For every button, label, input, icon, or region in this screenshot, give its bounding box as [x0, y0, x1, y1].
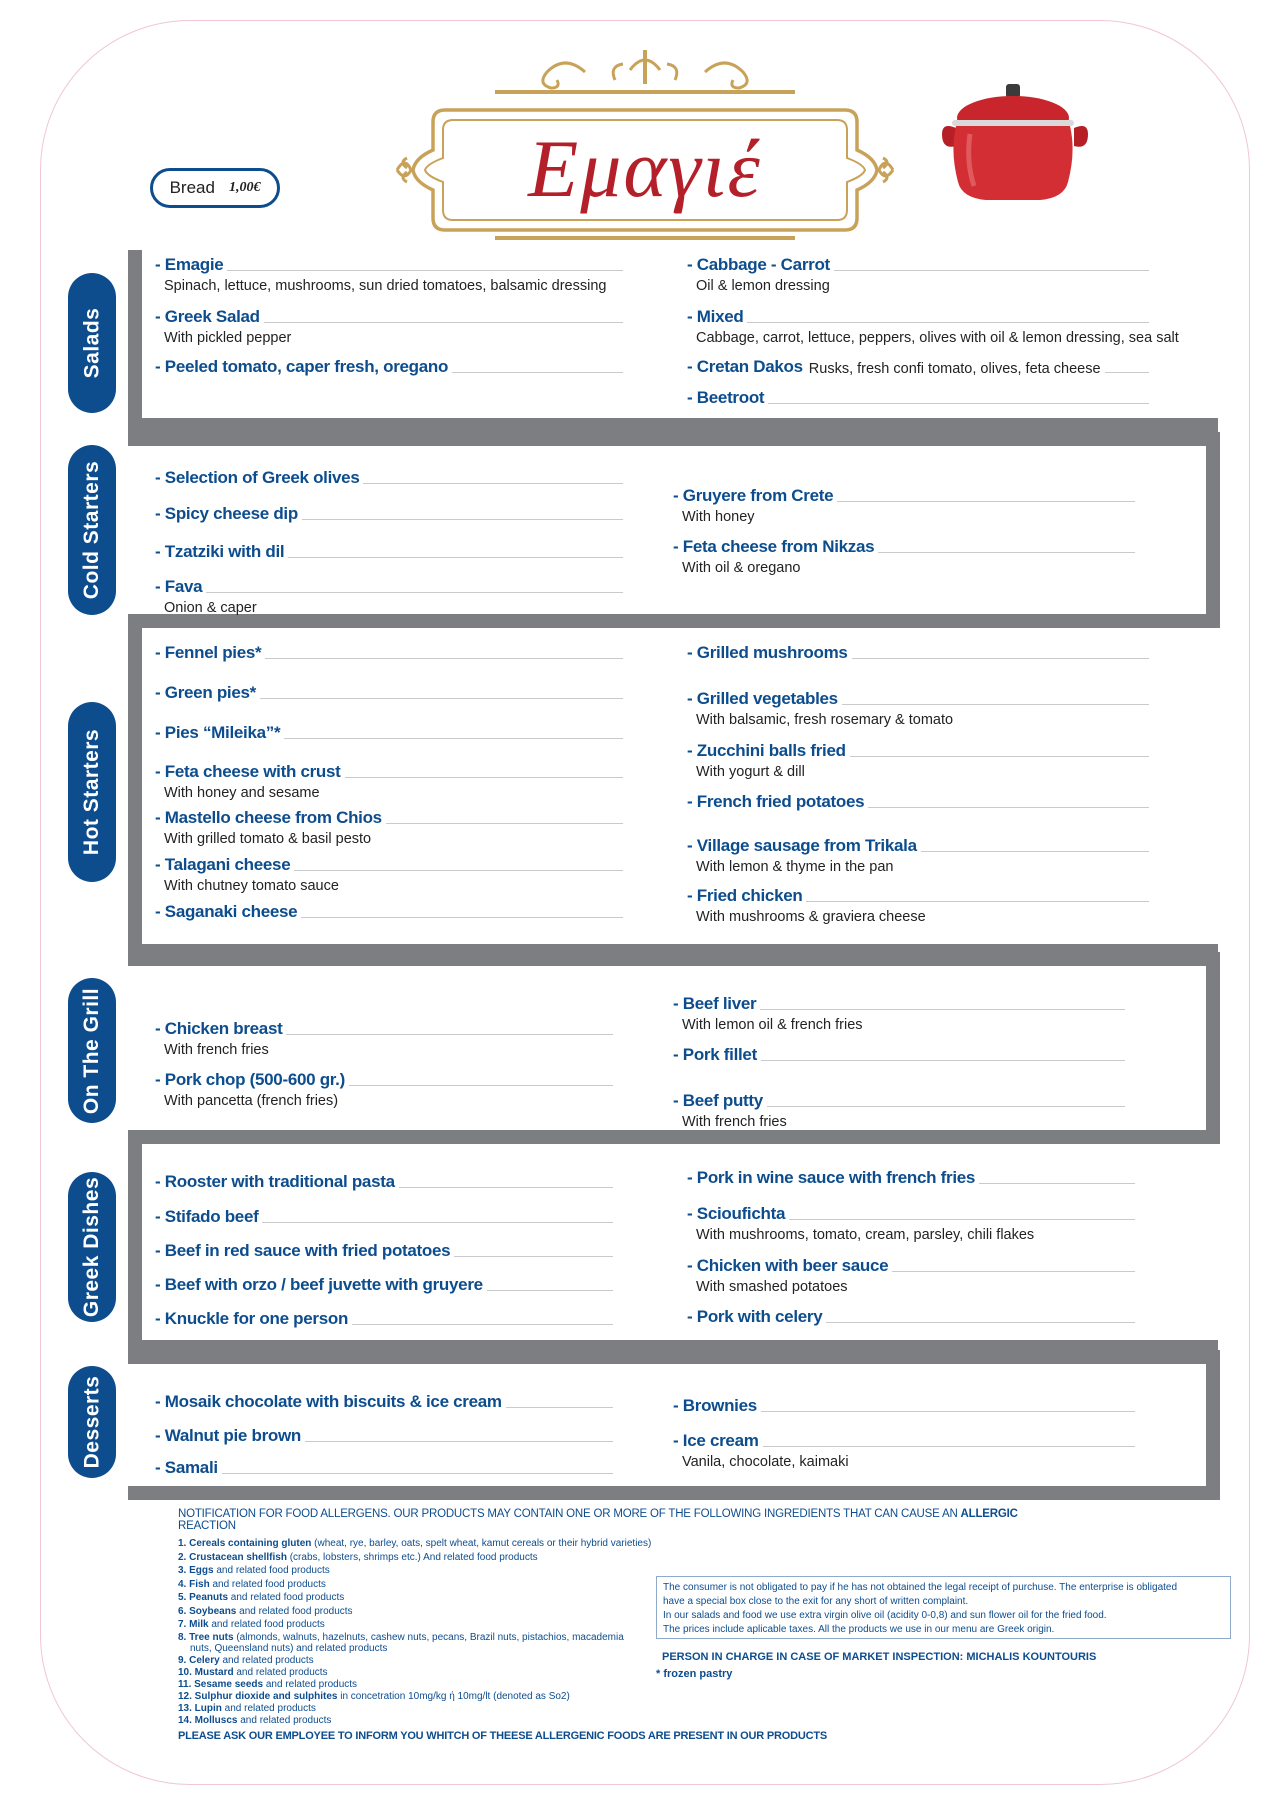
item-description: With oil & oregano — [682, 560, 801, 576]
leader-line — [868, 807, 1149, 808]
leader-line — [262, 1222, 613, 1223]
allergen-item: 14. Molluscs and related products — [178, 1715, 332, 1726]
item-name: - Scioufichta — [687, 1204, 786, 1223]
item-name: - Pork chop (500-600 gr.) — [155, 1070, 345, 1089]
leader-line — [892, 1271, 1135, 1272]
leader-line — [878, 552, 1135, 553]
item-name: - Gruyere from Crete — [673, 486, 834, 505]
item-description: With pancetta (french fries) — [164, 1093, 339, 1109]
section-label-greek-dishes: Greek Dishes — [68, 1172, 116, 1322]
leader-line — [834, 270, 1149, 271]
section-desserts — [128, 1350, 1220, 1500]
leader-line — [301, 917, 623, 918]
menu-item — [155, 1172, 613, 1192]
menu-item — [687, 1168, 1135, 1188]
menu-item — [155, 762, 623, 801]
item-name: - Talagani cheese — [155, 855, 291, 874]
leader-line — [264, 322, 623, 323]
item-description: Oil & lemon dressing — [696, 278, 830, 294]
menu-item — [687, 643, 1149, 663]
legal-line: The prices include aplicable taxes. All the products we use in our menu are Greek origin. — [663, 1623, 1055, 1635]
item-name: - Green pies* — [155, 683, 256, 702]
allergen-item: 13. Lupin and related products — [178, 1703, 316, 1714]
item-name: - Pork fillet — [673, 1045, 757, 1064]
section-greek-dishes — [128, 1144, 1218, 1354]
item-name: - Emagie — [155, 255, 224, 274]
item-name: - Cabbage - Carrot — [687, 255, 830, 274]
menu-item — [155, 723, 623, 743]
menu-item — [673, 1431, 1135, 1470]
leader-line — [761, 1411, 1135, 1412]
leader-line — [265, 658, 623, 659]
menu-item — [687, 255, 1149, 294]
leader-line — [386, 823, 623, 824]
leader-line — [767, 1106, 1125, 1107]
leader-line — [294, 870, 623, 871]
menu-item — [673, 537, 1135, 576]
item-name: - Selection of Greek olives — [155, 468, 360, 487]
legal-line: The consumer is not obligated to pay if he has not obtained the legal receipt of purchuse. The enterprise is obligated — [663, 1582, 1178, 1593]
menu-item — [673, 1091, 1125, 1130]
legal-line: In our salads and food we use extra virgin olive oil (acidity 0-0,8) and sun flower oil for the fried food. — [663, 1610, 1107, 1621]
item-name: - Beef with orzo / beef juvette with gruyere — [155, 1275, 483, 1294]
item-name: - Zucchini balls fried — [687, 741, 846, 760]
item-name: - Fava — [155, 577, 203, 596]
item-description: With yogurt & dill — [696, 764, 805, 780]
leader-line — [227, 270, 623, 271]
menu-item — [155, 504, 623, 524]
menu-item — [155, 255, 623, 294]
allergen-item: 1. Cereals containing gluten (wheat, rye, barley, oats, spelt wheat, kamut cereals or their hybrid varieties) — [178, 1538, 652, 1549]
leader-line — [789, 1219, 1135, 1220]
item-description: With lemon oil & french fries — [682, 1017, 863, 1033]
allergen-item: 4. Fish and related food products — [178, 1578, 326, 1590]
item-name: - Mosaik chocolate with biscuits & ice cream — [155, 1392, 502, 1411]
leader-line — [454, 1256, 613, 1257]
section-on-the-grill — [128, 952, 1220, 1144]
leader-line — [487, 1290, 613, 1291]
section-label-desserts: Desserts — [68, 1366, 116, 1478]
legal-notice-box — [656, 1576, 1231, 1639]
item-name: - Greek Salad — [155, 307, 260, 326]
menu-item — [687, 307, 1179, 346]
bread-price-badge — [150, 168, 280, 208]
item-name: - Tzatziki with dil — [155, 542, 285, 561]
menu-item — [155, 808, 623, 847]
leader-line — [284, 738, 623, 739]
allergen-item: 7. Milk and related food products — [178, 1619, 325, 1630]
allergen-item: 3. Eggs and related food products — [178, 1565, 330, 1576]
item-name: - Pork in wine sauce with french fries — [687, 1168, 976, 1187]
allergen-item: 5. Peanuts and related food products — [178, 1592, 345, 1603]
leader-line — [260, 698, 623, 699]
restaurant-logo — [385, 40, 905, 240]
menu-item — [673, 1396, 1135, 1416]
leader-line — [305, 1441, 613, 1442]
section-label-cold-starters: Cold Starters — [68, 445, 116, 615]
menu-item — [155, 1275, 613, 1295]
leader-line — [837, 501, 1135, 502]
leader-line — [806, 901, 1149, 902]
menu-item — [155, 1458, 613, 1478]
inspection-contact: PERSON IN CHARGE IN CASE OF MARKET INSPECTION: MICHALIS KOUNTOURIS — [662, 1651, 1097, 1663]
leader-line — [826, 1322, 1135, 1323]
leader-line — [506, 1407, 613, 1408]
leader-line — [399, 1187, 613, 1188]
item-name: - French fried potatoes — [687, 792, 865, 811]
item-name: - Knuckle for one person — [155, 1309, 349, 1328]
allergen-item: 8. Tree nuts (almonds, walnuts, hazelnuts, cashew nuts, pecans, Brazil nuts, pistachios, macademia nuts, Queensland nuts) and related products — [178, 1631, 624, 1654]
leader-line — [747, 322, 1149, 323]
allergen-item: 12. Sulphur dioxide and sulphites in concetration 10mg/kg ή 10mg/lt (denoted as So2) — [178, 1691, 570, 1702]
menu-item — [155, 1426, 613, 1446]
section-label-hot-starters: Hot Starters — [68, 702, 116, 882]
item-name: - Stifado beef — [155, 1207, 259, 1226]
leader-line — [979, 1183, 1135, 1184]
item-name: - Beef putty — [673, 1091, 763, 1110]
item-name: - Pies “Mileika”* — [155, 723, 281, 742]
item-name: - Chicken with beer sauce — [687, 1256, 889, 1275]
section-hot-starters — [128, 628, 1218, 958]
item-description: With french fries — [164, 1042, 269, 1058]
menu-item — [673, 1045, 1125, 1065]
leader-line — [760, 1009, 1125, 1010]
item-name: - Chicken breast — [155, 1019, 283, 1038]
item-name: - Ice cream — [673, 1431, 759, 1450]
leader-line — [852, 658, 1149, 659]
menu-item — [155, 1309, 613, 1329]
menu-item — [155, 542, 623, 562]
item-name: - Fennel pies* — [155, 643, 262, 662]
menu-item — [155, 855, 623, 894]
item-name: - Beef in red sauce with fried potatoes — [155, 1241, 451, 1260]
leader-line — [222, 1473, 613, 1474]
leader-line — [850, 756, 1149, 757]
allergen-footer: PLEASE ASK OUR EMPLOYEE TO INFORM YOU WHITCH OF THEESE ALLERGENIC FOODS ARE PRESENT IN OUR PRODUCTS — [178, 1730, 828, 1742]
leader-line — [761, 1060, 1125, 1061]
leader-line — [921, 851, 1149, 852]
menu-item — [687, 741, 1149, 780]
menu-item — [155, 1207, 613, 1227]
menu-item — [155, 902, 623, 922]
menu-item — [155, 1392, 613, 1412]
frozen-pastry-note: * frozen pastry — [656, 1668, 733, 1680]
section-label-on-the-grill: On The Grill — [68, 978, 116, 1123]
item-description: With pickled pepper — [164, 330, 292, 346]
item-name: - Samali — [155, 1458, 218, 1477]
leader-line — [352, 1324, 613, 1325]
menu-item — [673, 486, 1135, 525]
item-name: - Peeled tomato, caper fresh, oregano — [155, 357, 449, 376]
item-description: With grilled tomato & basil pesto — [164, 831, 372, 847]
item-name: - Beetroot — [687, 388, 765, 407]
item-name: - Grilled mushrooms — [687, 643, 848, 662]
allergen-item: 9. Celery and related products — [178, 1654, 314, 1666]
bread-price: 1,00€ — [228, 180, 261, 195]
leader-line — [763, 1446, 1135, 1447]
leader-line — [206, 592, 623, 593]
item-name: - Mixed — [687, 307, 744, 326]
item-inline-description: Rusks, fresh confi tomato, olives, feta cheese — [808, 361, 1101, 377]
item-name: - Rooster with traditional pasta — [155, 1172, 395, 1191]
allergen-title: NOTIFICATION FOR FOOD ALLERGENS. OUR PRODUCTS MAY CONTAIN ONE OR MORE OF THE FOLLOWING INGREDIENTS THAT CAN CAUSE AN ALLERGIC REACTION — [178, 1508, 1018, 1532]
item-name: - Saganaki cheese — [155, 902, 298, 921]
logo-title: Εμαγιέ — [528, 123, 762, 214]
menu-item — [155, 1070, 613, 1109]
menu-item — [687, 388, 1149, 408]
leader-line — [302, 519, 623, 520]
bread-label: Bread — [169, 178, 215, 197]
menu-item — [687, 836, 1149, 875]
allergen-item: 6. Soybeans and related food products — [178, 1605, 353, 1617]
menu-item — [687, 1256, 1135, 1295]
item-name: - Brownies — [673, 1396, 757, 1415]
leader-line — [345, 777, 623, 778]
item-description: With mushrooms, tomato, cream, parsley, chili flakes — [696, 1227, 1035, 1243]
menu-item — [155, 1241, 613, 1261]
item-description: With chutney tomato sauce — [164, 878, 339, 894]
menu-item — [687, 689, 1149, 728]
allergen-item: 2. Crustacean shellfish (crabs, lobsters, shrimps etc.) And related food products — [178, 1551, 538, 1563]
item-description: With french fries — [682, 1114, 787, 1130]
menu-item — [155, 307, 623, 346]
leader-line — [288, 557, 623, 558]
leader-line — [349, 1085, 613, 1086]
menu-item — [687, 1204, 1135, 1243]
legal-line: have a special box close to the exit for any short of written complaint. — [663, 1595, 969, 1607]
menu-item — [155, 683, 623, 703]
item-description: With lemon & thyme in the pan — [696, 859, 894, 875]
item-description: Cabbage, carrot, lettuce, peppers, olives with oil & lemon dressing, sea salt — [696, 330, 1179, 346]
menu-item — [687, 792, 1149, 812]
menu-item — [687, 886, 1149, 925]
menu-item — [155, 357, 623, 377]
menu-item — [155, 577, 623, 616]
item-name: - Spicy cheese dip — [155, 504, 298, 523]
leader-line — [842, 704, 1149, 705]
leader-line — [768, 403, 1149, 404]
section-label-salads: Salads — [68, 273, 116, 413]
item-description: With honey — [682, 509, 755, 525]
menu-item — [155, 1019, 613, 1058]
item-description: With mushrooms & graviera cheese — [696, 909, 926, 925]
menu-item — [155, 643, 623, 663]
item-description: With balsamic, fresh rosemary & tomato — [696, 712, 954, 728]
item-name: - Cretan Dakos — [687, 357, 803, 376]
item-name: - Fried chicken — [687, 886, 803, 905]
leader-line — [1105, 372, 1149, 373]
menu-item — [155, 468, 623, 488]
item-description: Onion & caper — [164, 600, 257, 616]
item-name: - Feta cheese with crust — [155, 762, 341, 781]
item-name: - Pork with celery — [687, 1307, 823, 1326]
allergen-item: 11. Sesame seeds and related products — [178, 1679, 358, 1690]
item-name: - Mastello cheese from Chios — [155, 808, 382, 827]
cooking-pot-icon — [940, 82, 1090, 202]
item-description: Spinach, lettuce, mushrooms, sun dried tomatoes, balsamic dressing — [164, 278, 607, 294]
item-description: With smashed potatoes — [696, 1279, 848, 1295]
item-name: - Walnut pie brown — [155, 1426, 302, 1445]
menu-item — [687, 1307, 1135, 1327]
section-cold-starters — [128, 432, 1220, 628]
item-name: - Grilled vegetables — [687, 689, 838, 708]
section-salads — [128, 250, 1218, 432]
item-name: - Feta cheese from Nikzas — [673, 537, 875, 556]
item-name: - Village sausage from Trikala — [687, 836, 917, 855]
item-description: Vanila, chocolate, kaimaki — [682, 1454, 849, 1470]
allergen-item: 10. Mustard and related products — [178, 1667, 328, 1678]
item-description: With honey and sesame — [164, 785, 320, 801]
menu-item — [687, 357, 1149, 377]
leader-line — [363, 483, 623, 484]
leader-line — [452, 372, 623, 373]
menu-item — [673, 994, 1125, 1033]
leader-line — [286, 1034, 613, 1035]
item-name: - Beef liver — [673, 994, 757, 1013]
